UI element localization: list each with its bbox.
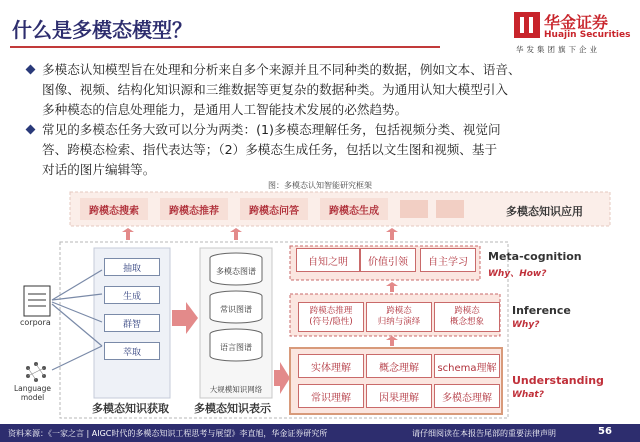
- meta-item: 自主学习: [420, 248, 476, 272]
- understanding-item: 因果理解: [366, 384, 432, 408]
- corpora-label: corpora: [20, 318, 51, 327]
- bullet-line: 常见的多模态任务大致可以分为两类：(1)多模态理解任务，包括视频分类、视觉问: [42, 122, 501, 137]
- understanding-item: 常识理解: [298, 384, 364, 408]
- page-title: 什么是多模态模型？: [12, 18, 192, 42]
- logo-name-cn: 华金证券: [544, 13, 609, 32]
- understanding-item: 多模态理解: [434, 384, 500, 408]
- application-item: 跨模态生成: [320, 198, 388, 220]
- understanding-label: Understanding: [512, 374, 604, 387]
- figure-caption: 图：多模态认知智能研究框架: [268, 181, 372, 190]
- inference-line: (符号/隐性): [309, 317, 353, 327]
- inference-item: [434, 302, 500, 332]
- arrow-icon: [172, 302, 198, 334]
- bullet-line: 答、跨模态检索、指代表达等；（2）多模态生成任务，包括以文生图和视频、基于: [42, 142, 498, 157]
- bullet-line: 图像、视频、结构化知识源和三维数据等更复杂的数据种类。为通用认知大模型引入: [42, 82, 508, 97]
- inference-line: 跨模态: [454, 306, 480, 316]
- repository-lm-label: 大规模知识网络: [209, 385, 263, 394]
- meta-item: 自知之明: [296, 248, 360, 272]
- page-number: 56: [598, 426, 612, 437]
- footer-source: 资料来源：《一家之言 | AIGC时代的多模态知识工程思考与展望》李直旭，华金证券研究所: [8, 429, 328, 438]
- inference-label: Inference: [512, 304, 571, 317]
- footer-disclaimer: 请仔细阅读在本报告尾部的重要法律声明: [412, 429, 556, 438]
- bullet-line: 多模态认知模型旨在处理和分析来自多个来源并且不同种类的数据，例如文本、语音、: [42, 62, 521, 77]
- store-label: 常识图谱: [220, 305, 252, 314]
- acquisition-label: 多模态知识获取: [92, 402, 169, 415]
- diamond-bullet-icon: [26, 125, 36, 135]
- language-model-label: Language model: [14, 384, 52, 402]
- store-label: 语言图谱: [220, 343, 252, 352]
- application-item: 跨模态搜索: [80, 198, 148, 220]
- inference-line: 跨模态推理: [309, 306, 353, 316]
- application-item: 跨模态问答: [240, 198, 308, 220]
- understanding-sub: What?: [512, 390, 544, 400]
- acquisition-step: 生成: [104, 286, 160, 304]
- understanding-item: schema理解: [434, 354, 500, 378]
- logo-name-en: Huajin Securities: [544, 30, 631, 40]
- inference-line: 概念想象: [449, 317, 484, 327]
- applications-label: 多模态知识应用: [506, 205, 583, 218]
- bullet-paragraph: [42, 120, 622, 180]
- acquisition-step: 萃取: [104, 342, 160, 360]
- title-divider: [10, 46, 440, 48]
- inference-sub: Why?: [512, 320, 540, 330]
- logo-mark-icon: [514, 12, 540, 38]
- inference-line: 归纳与演绎: [377, 317, 421, 327]
- inference-line: 跨模态: [386, 306, 412, 316]
- meta-cognition-sub: Why、How?: [488, 269, 547, 279]
- diamond-bullet-icon: [26, 65, 36, 75]
- bullet-paragraph: [42, 60, 622, 120]
- inference-item: [298, 302, 364, 332]
- inference-item: [366, 302, 432, 332]
- company-logo: [514, 8, 634, 54]
- application-placeholder: [436, 200, 464, 218]
- bullet-line: 对话的图片编辑等。: [42, 162, 156, 177]
- store-label: 多模态图谱: [216, 267, 256, 276]
- application-item: 跨模态推荐: [160, 198, 228, 220]
- application-placeholder: [400, 200, 428, 218]
- understanding-item: 概念理解: [366, 354, 432, 378]
- acquisition-step: 抽取: [104, 258, 160, 276]
- arrow-icon: [274, 362, 290, 394]
- logo-slogan: 华发集团旗下企业: [516, 45, 600, 54]
- bullet-line: 多种模态的信息处理能力，是通用人工智能技术发展的必然趋势。: [42, 102, 408, 117]
- representation-label: 多模态知识表示: [194, 402, 271, 415]
- understanding-item: 实体理解: [298, 354, 364, 378]
- corpora-icon: [24, 286, 50, 316]
- acquisition-step: 群智: [104, 314, 160, 332]
- meta-item: 价值引领: [360, 248, 416, 272]
- meta-cognition-label: Meta-cognition: [488, 250, 582, 263]
